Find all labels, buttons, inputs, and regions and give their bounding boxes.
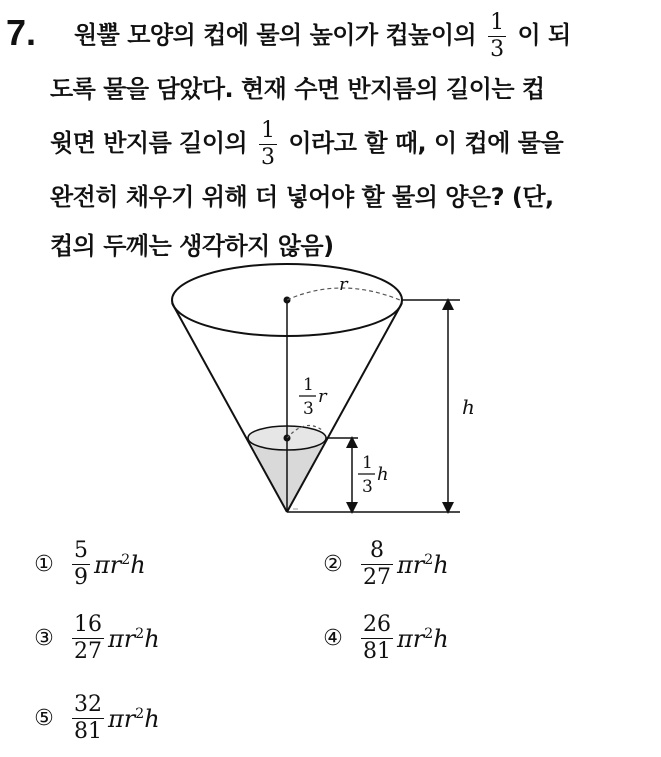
radius-var: r [123,624,136,653]
fraction-denominator: 81 [363,639,391,664]
question-number: 7. [6,12,37,53]
radius-var: r [109,550,122,579]
radius-var: r [412,550,425,579]
top-radius-label: r [339,274,348,295]
choice-1-fraction [72,540,90,589]
fraction-denominator: 81 [74,719,102,744]
choice-2[interactable] [323,540,449,589]
water-radius-num: 1 [303,375,314,395]
pi-symbol: π [397,550,413,579]
fraction-denominator: 27 [74,639,102,664]
exponent: 2 [424,625,434,642]
fraction-denominator: 27 [363,565,391,590]
fraction-numerator: 16 [74,612,102,637]
choice-3-expression [108,625,160,653]
choice-marker-1: ① [34,552,54,577]
height-var: h [130,550,146,579]
height-var: h [433,624,449,653]
choice-5[interactable] [34,694,160,743]
exponent: 2 [135,625,145,642]
pi-symbol: π [108,704,124,733]
radius-var: r [123,704,136,733]
water-radius-var: r [318,386,327,407]
choice-marker-5: ⑤ [34,706,54,731]
water-height-var: h [377,464,389,485]
fraction-numerator: 1 [490,9,504,35]
water-height-den: 3 [362,477,373,497]
choice-marker-2: ② [323,552,343,577]
water-height-num: 1 [362,453,373,473]
question-line-1-tail: 이 되 [517,21,571,49]
question-line-3-tail: 이라고 할 때, 이 컵에 물을 [288,129,564,157]
exponent: 2 [135,705,145,722]
question-line-2: 도록 물을 담았다. 현재 수면 반지름의 길이는 컵 [50,75,545,103]
choice-marker-3: ③ [34,626,54,651]
choice-2-fraction [361,540,393,589]
cone-left-side [172,303,287,512]
question-line-1-text: 원뿔 모양의 컵에 물의 높이가 컵높이의 [74,21,477,49]
choice-1[interactable] [34,540,146,589]
choice-5-fraction [72,694,104,743]
choice-2-expression [397,551,449,579]
choice-4-fraction [361,614,393,663]
height-var: h [433,550,449,579]
choice-5-expression [108,705,160,733]
question-line-3-text: 윗면 반지름 길이의 [50,129,248,157]
choice-marker-4: ④ [323,626,343,651]
pi-symbol: π [108,624,124,653]
exponent: 2 [424,551,434,568]
question-line-4: 완전히 채우기 위해 더 넣어야 할 물의 양은? (단, [50,183,554,211]
fraction-numerator: 32 [74,692,102,717]
pi-symbol: π [94,550,110,579]
height-var: h [144,704,160,733]
choice-1-expression [94,551,146,579]
fraction-numerator: 26 [363,612,391,637]
choice-3[interactable] [34,614,160,663]
water-radius-den: 3 [303,399,314,419]
fraction-numerator: 1 [261,117,275,143]
pi-symbol: π [397,624,413,653]
choice-4[interactable] [323,614,449,663]
exponent: 2 [121,551,131,568]
fraction-denominator: 9 [74,565,88,590]
fraction-denominator: 3 [490,36,504,62]
height-label: h [462,395,475,419]
choice-4-expression [397,625,449,653]
fraction-numerator: 8 [361,540,393,565]
fraction-denominator: 3 [261,144,275,170]
radius-var: r [412,624,425,653]
question-line-5: 컵의 두께는 생각하지 않음) [50,232,334,260]
choice-3-fraction [72,614,104,663]
fraction-numerator: 5 [74,538,88,563]
height-var: h [144,624,160,653]
